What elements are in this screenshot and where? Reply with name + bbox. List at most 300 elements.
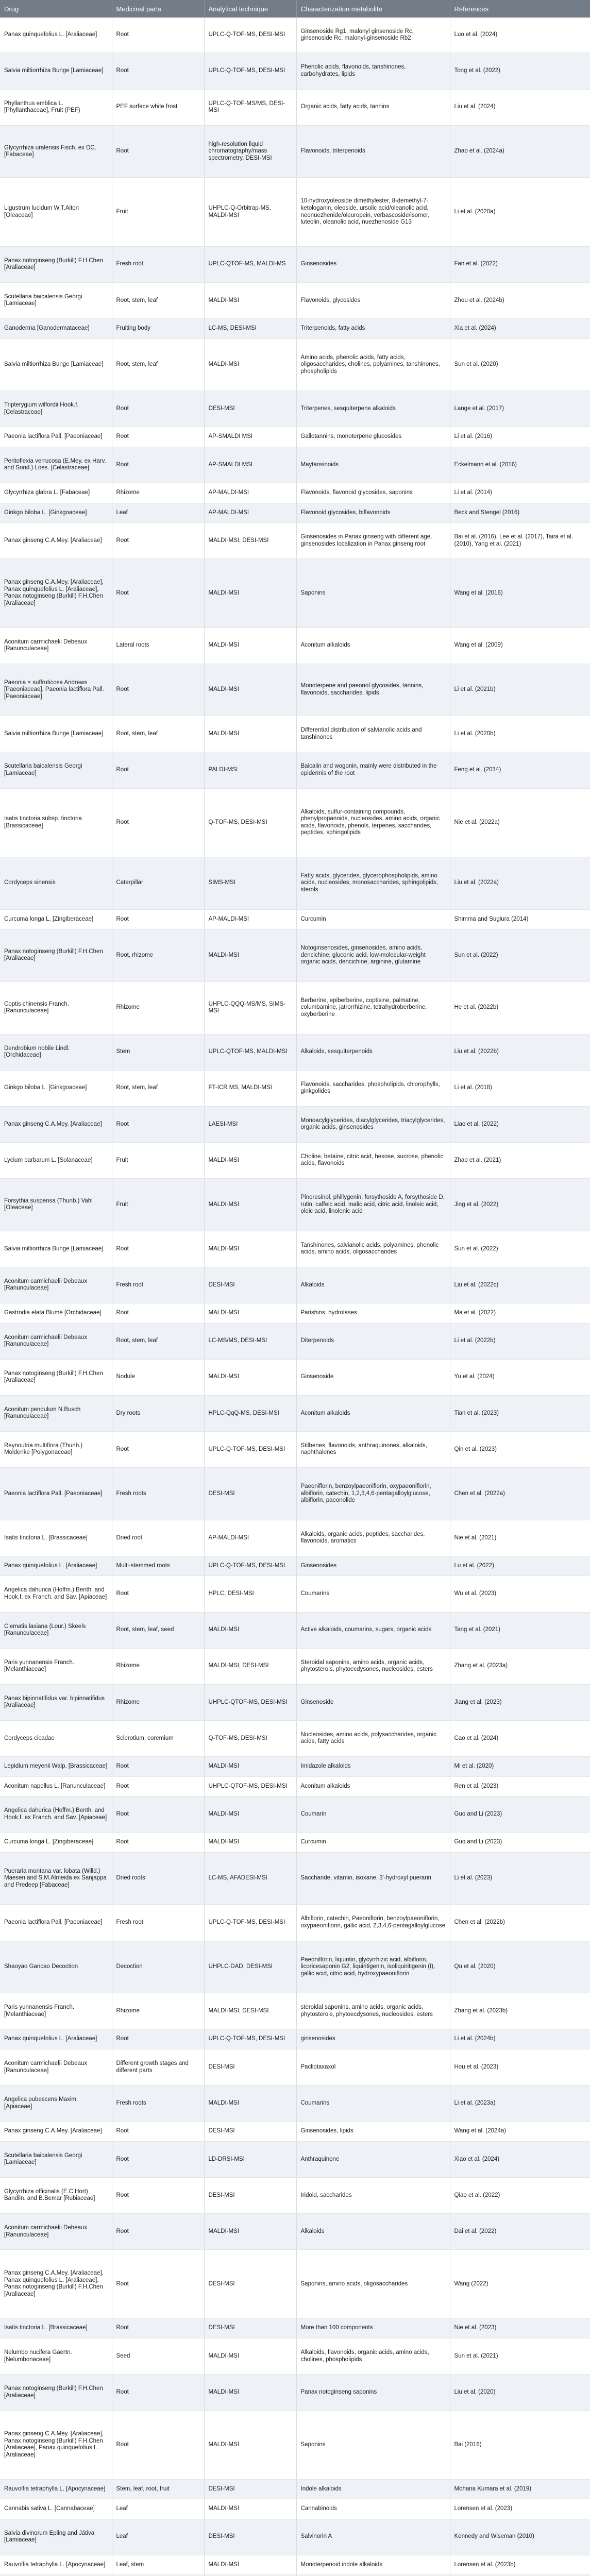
reference-cell: Qiao et al. (2022) — [450, 2177, 590, 2213]
analytical-technique-cell: MALDI-MSI — [204, 1833, 296, 1853]
medicinal-parts-cell: Root — [112, 664, 204, 716]
reference-cell: Wang et al. (2009) — [450, 628, 590, 664]
drug-cell: Gastrodia elata Blume [Orchidaceae] — [0, 1303, 112, 1323]
table-row — [0, 2029, 590, 2049]
analytical-technique-cell: UPLC-Q-TOF-MS, DESI-MSI — [204, 1431, 296, 1467]
drug-cell: Panax notoginseng (Burkill) F.H.Chen [Araliaceae] — [0, 246, 112, 282]
analytical-technique-cell: UPLC-Q-TOF-MS/MS, DESI-MSI — [204, 89, 296, 125]
drug-cell: Panax ginseng C.A.Mey. [Araliaceae] — [0, 523, 112, 559]
medicinal-parts-cell: Root, stem, leaf — [112, 1070, 204, 1106]
drug-cell: Panax quinquefolius L. [Araliaceae] — [0, 2029, 112, 2049]
medicinal-parts-cell: Multi-stemmed roots — [112, 1556, 204, 1576]
medicinal-parts-cell: Rhizome — [112, 483, 204, 503]
table-row — [0, 752, 590, 788]
table-row — [0, 981, 590, 1034]
metabolite-cell: Saponins — [296, 2411, 450, 2479]
medicinal-parts-cell: Root, stem, leaf — [112, 1323, 204, 1359]
metabolite-cell: Imidazole alkaloids — [296, 1757, 450, 1777]
table-row — [0, 427, 590, 447]
metabolite-cell: Notoginsenosides, ginsenosides, amino acids, dencichine, gluconic acid, low-molecular-weight organic acids, dencichine, arginine, glutamine — [296, 929, 450, 982]
reference-cell: Beck and Stengel (2016) — [450, 503, 590, 523]
metabolite-cell: Alkaloids, sesquiterpenoids — [296, 1034, 450, 1070]
metabolite-cell: Pacliotaxaxol — [296, 2049, 450, 2085]
metabolite-cell: Tanshinones, salvianolic acids, polyamines, phenolic acids, amino acids, oligosaccharides — [296, 1231, 450, 1267]
drug-cell: Isatis tinctoria L. [Brassicaceae] — [0, 1520, 112, 1556]
medicinal-parts-cell: Stem, leaf, root, fruit — [112, 2479, 204, 2499]
metabolite-cell: Albiflorin, catechin, Paeoniflorin, benzoylpaeoniflorin, oxypaeoniflorin, gallic acid, 2,3,4,6-pentagalloylglucose — [296, 1905, 450, 1941]
analytical-technique-cell: MALDI-MSI — [204, 1359, 296, 1395]
metabolite-cell: Alkaloids — [296, 1267, 450, 1303]
reference-cell: Zhao et al. (2021) — [450, 1142, 590, 1178]
reference-cell: Li et al. (2022b) — [450, 1323, 590, 1359]
reference-cell: Zhou et al. (2024b) — [450, 282, 590, 318]
reference-cell: Zhang et al. (2023b) — [450, 1993, 590, 2029]
drug-cell: Cordyceps sinensis — [0, 857, 112, 909]
analytical-technique-cell: MALDI-MSI — [204, 1757, 296, 1777]
reference-cell: Sun et al. (2022) — [450, 1231, 590, 1267]
drug-cell: Panax quinquefolius L. [Araliaceae] — [0, 1556, 112, 1576]
analytical-technique-cell: DESI-MSI — [204, 2479, 296, 2499]
reference-cell: Qu et al. (2020) — [450, 1941, 590, 1993]
metabolite-cell: Paeoniflorin, benzoylpaeoniflorin, oxypaeoniflorin, albiflorin, catechin, 1,2,3,4,6-pentagalloylglucose, albiflorin, paeonolide — [296, 1468, 450, 1520]
analytical-technique-cell: UHPLC-QTOF-MS, DESI-MSI — [204, 1776, 296, 1797]
reference-cell: Nie et al. (2021) — [450, 1520, 590, 1556]
reference-cell: Tian et al. (2023) — [450, 1395, 590, 1431]
analytical-technique-cell: DESI-MSI — [204, 1267, 296, 1303]
drug-cell: Angelica dahurica (Hoffm.) Benth. and Hook.f. ex Franch. and Sav. [Apiaceae] — [0, 1576, 112, 1612]
analytical-technique-cell: MALDI-MSI — [204, 2411, 296, 2479]
reference-cell: Wang et al. (2016) — [450, 559, 590, 628]
table-row — [0, 282, 590, 318]
analytical-technique-cell: MALDI-MSI, DESI-MSI — [204, 1993, 296, 2029]
medicinal-parts-cell: Dried root — [112, 1520, 204, 1556]
analytical-technique-cell: HPLC-QqQ-MS, DESI-MSI — [204, 1395, 296, 1431]
table-row — [0, 1776, 590, 1797]
table-row — [0, 664, 590, 716]
metabolite-cell: Ginsenosides in Panax ginseng with different age, ginsenosides localization in Panax ginseng root — [296, 523, 450, 559]
table-row — [0, 1941, 590, 1993]
drug-cell: Paeonia lactiflora Pall. [Paeoniaceae] — [0, 1468, 112, 1520]
drug-cell: Peritoflexia verrucosa (E.Mey. ex Harv. and Sond.) Loes. [Celastraceae] — [0, 447, 112, 483]
drug-cell: Aconitum carmichaelii Debeaux [Ranunculaceae] — [0, 1267, 112, 1303]
medicinal-parts-cell: Seed — [112, 2338, 204, 2374]
medicinal-parts-cell: Root — [112, 1303, 204, 1323]
reference-cell: Jiang et al. (2023) — [450, 1684, 590, 1720]
medicinal-parts-cell: Different growth stages and different parts — [112, 2049, 204, 2085]
metabolite-cell: Alkaloids — [296, 2214, 450, 2250]
analytical-technique-cell: MALDI-MSI — [204, 1142, 296, 1178]
metabolite-cell: Flavonoids, triterpenoids — [296, 125, 450, 178]
drug-cell: Panax ginseng C.A.Mey. [Araliaceae], Panax quinquefolius L. [Araliaceae], Panax notoginseng (Burkill) F.H.Chen [Araliaceae] — [0, 2250, 112, 2318]
table-row — [0, 1267, 590, 1303]
drug-cell: Salvia miltiorrhiza Bunge [Lamiaceae] — [0, 1231, 112, 1267]
reference-cell: Bai (2016) — [450, 2411, 590, 2479]
table-row — [0, 628, 590, 664]
reference-cell: Sun et al. (2022) — [450, 929, 590, 982]
table-row — [0, 18, 590, 53]
metabolite-cell: Coumarins — [296, 2086, 450, 2122]
drug-cell: Scutellaria baicalensis Georgi [Lamiaceae] — [0, 2141, 112, 2177]
table-row — [0, 1106, 590, 1142]
drug-cell: Aconitum carmichaelii Debeaux [Ranunculaceae] — [0, 628, 112, 664]
medicinal-parts-cell: Root — [112, 125, 204, 178]
metabolite-cell: Curcumin — [296, 1833, 450, 1853]
medicinal-parts-cell: Root — [112, 1833, 204, 1853]
medicinal-parts-cell: Fruiting body — [112, 318, 204, 338]
medicinal-parts-cell: Fresh root — [112, 246, 204, 282]
reference-cell: Guo and Li (2023) — [450, 1833, 590, 1853]
drug-cell: Lycium barbarum L. [Solanaceae] — [0, 1142, 112, 1178]
medicinal-parts-cell: Rhizome — [112, 1648, 204, 1684]
reference-cell: Lu et al. (2022) — [450, 1556, 590, 1576]
medicinal-parts-cell: Root, stem, leaf — [112, 282, 204, 318]
reference-cell: Liu et al. (2022b) — [450, 1034, 590, 1070]
table-row — [0, 1556, 590, 1576]
metabolite-cell: Amino acids, phenolic acids, fatty acids, oligosaccharides, cholines, polyamines, tanshinones, phospholipids — [296, 338, 450, 391]
medicinal-parts-cell: Root, rhizome — [112, 929, 204, 982]
drug-cell: Aconitum napellus L. [Ranunculaceae] — [0, 1776, 112, 1797]
drug-cell: Clematis lasiana (Lour.) Skeels [Ranunculaceae] — [0, 1612, 112, 1648]
metabolite-cell: 10-hydroxyoleoside dimethylester, 8-demethyl-7-ketologanin, oleoside, ursolic acid/oleanolic acid, neonuezhenide/oleuropein, verbascoside/isomer, luteolin, oleanolic acid, nuezhenoside G13 — [296, 178, 450, 246]
drug-cell: Glycyrrhiza uralensis Fisch. ex DC. [Fabaceae] — [0, 125, 112, 178]
reference-cell: Fan et al. (2022) — [450, 246, 590, 282]
medicinal-parts-cell: Fruit — [112, 1179, 204, 1231]
medicinal-parts-cell: Root — [112, 391, 204, 427]
table-row — [0, 1757, 590, 1777]
metabolite-cell: Stilbenes, flavonoids, anthraquinones, alkaloids, naphthalenes — [296, 1431, 450, 1467]
analytical-technique-cell: UHPLC-DAD, DESI-MSI — [204, 1941, 296, 1993]
reference-cell: Li et al. (2016) — [450, 427, 590, 447]
drug-cell: Rauvolfia tetraphylla L. [Apocynaceae] — [0, 2479, 112, 2499]
medicinal-parts-cell: Fruit — [112, 1142, 204, 1178]
analytical-technique-cell: HPLC, DESI-MSI — [204, 1576, 296, 1612]
table-row — [0, 391, 590, 427]
metabolite-cell: Berberine, epiberberine, coptisine, palmatine, columbamine, jatrorrhizine, tetrahydroberberine, oxyberberine — [296, 981, 450, 1034]
table-row — [0, 503, 590, 523]
medicinal-parts-cell: Fresh root — [112, 1905, 204, 1941]
analytical-technique-cell: LD-DRSI-MSI — [204, 2141, 296, 2177]
drug-cell: Aconitum pendulum N.Busch [Ranunculaceae] — [0, 1395, 112, 1431]
metabolite-cell: Curcumin — [296, 909, 450, 929]
analytical-technique-cell: Q-TOF-MS, DESI-MSI — [204, 788, 296, 857]
medicinal-parts-cell: Lateral roots — [112, 628, 204, 664]
analytical-technique-cell: MALDI-MSI, DESI-MSI — [204, 523, 296, 559]
medicinal-parts-cell: Root — [112, 1776, 204, 1797]
reference-cell: Guo and Li (2023) — [450, 1797, 590, 1833]
table-row — [0, 338, 590, 391]
reference-cell: Ren et al. (2023) — [450, 1776, 590, 1797]
medicinal-parts-cell: Root, stem, leaf — [112, 716, 204, 752]
drug-cell: Reynoutria multiflora (Thunb.) Moldenke [Polygonaceae] — [0, 1431, 112, 1467]
drug-cell: Tripterygium wilfordii Hook.f. [Celastraceae] — [0, 391, 112, 427]
metabolite-cell: Alkaloids, flavonoids, organic acids, amino acids, cholines, phospholipids — [296, 2338, 450, 2374]
metabolite-cell: Organic acids, fatty acids, tannins — [296, 89, 450, 125]
analytical-technique-cell: MALDI-MSI — [204, 664, 296, 716]
drug-cell: Scutellaria baicalensis Georgi [Lamiaceae] — [0, 752, 112, 788]
drug-cell: Phyllanthus emblica L. [Phyllanthaceae], Fruit (PEF) — [0, 89, 112, 125]
metabolite-cell: Coumarins — [296, 1576, 450, 1612]
analytical-technique-cell: AP-MALDI-MSI — [204, 503, 296, 523]
reference-cell: Liu et al. (2022c) — [450, 1267, 590, 1303]
metabolite-cell: Alkaloids, sulfur-containing compounds, phenylpropanoids, nucleosides, amino acids, organic acids, flavonoids, phenols, terpenes, saccharides, peptides, sphingolipids — [296, 788, 450, 857]
table-row — [0, 178, 590, 246]
metabolite-cell: Ginsenoside — [296, 1684, 450, 1720]
reference-cell: Bai et al. (2016), Lee et al. (2017), Taira et al. (2010), Yang et al. (2021) — [450, 523, 590, 559]
reference-cell: Nie et al. (2022a) — [450, 788, 590, 857]
table-row — [0, 2318, 590, 2338]
drug-cell: Forsythia suspensa (Thunb.) Vahl [Oleaceae] — [0, 1179, 112, 1231]
drug-cell: Angelica dahurica (Hoffm.) Benth. and Hook.f. ex Franch. and Sav. [Apiaceae] — [0, 1797, 112, 1833]
metabolite-cell: Saponins — [296, 559, 450, 628]
medicinal-parts-cell: Fresh root — [112, 1267, 204, 1303]
medicinal-parts-cell: Rhizome — [112, 1684, 204, 1720]
metabolite-cell: steroidal saponins, amino acids, organic acids, phytosterols, phytoecdysones, nucleosides, esters — [296, 1993, 450, 2029]
reference-cell: Xiao et al. (2024) — [450, 2141, 590, 2177]
table-row — [0, 929, 590, 982]
table-row — [0, 246, 590, 282]
analytical-technique-cell: UHPLC-Q-Orbitrap-MS, MALDI-MSI — [204, 178, 296, 246]
drug-cell: Scutellaria baicalensis Georgi [Lamiaceae] — [0, 282, 112, 318]
table-row — [0, 1833, 590, 1853]
medicinal-parts-cell: PEF surface white frost — [112, 89, 204, 125]
drug-cell: Glycyrrhiza officinalis (E.C.Hort) Bandiln. and B.Bemar [Rubiaceae] — [0, 2177, 112, 2213]
medicinal-parts-cell: Fresh roots — [112, 2086, 204, 2122]
analytical-technique-cell: UPLC-Q-TOF-MS, DESI-MSI — [204, 2029, 296, 2049]
analytical-technique-cell: AP-MALDI-MSI — [204, 1520, 296, 1556]
medicinal-parts-cell: Dry roots — [112, 1395, 204, 1431]
table-row — [0, 1468, 590, 1520]
table-row — [0, 2411, 590, 2479]
metabolite-cell: Coumarin — [296, 1797, 450, 1833]
analytical-technique-cell: MALDI-MSI — [204, 282, 296, 318]
table-row — [0, 1720, 590, 1756]
drug-cell: Panax ginseng C.A.Mey. [Araliaceae] — [0, 2122, 112, 2142]
analytical-technique-cell: UPLC-QTOF-MS, MALDI-MSI — [204, 1034, 296, 1070]
metabolite-cell: Flavonoid glycosides, biflavonoids — [296, 503, 450, 523]
table-row — [0, 2177, 590, 2213]
metabolite-cell: Iridoid, saccharides — [296, 2177, 450, 2213]
medicinal-parts-cell: Stem — [112, 1034, 204, 1070]
metabolite-cell: Diterpenoids — [296, 1323, 450, 1359]
metabolite-cell: Aconitum alkaloids — [296, 1395, 450, 1431]
metabolite-cell: Cannabinoids — [296, 2499, 450, 2519]
medicinal-parts-cell: Decoction — [112, 1941, 204, 1993]
analytical-technique-cell: DESI-MSI — [204, 2250, 296, 2318]
medicinal-parts-cell: Root — [112, 2029, 204, 2049]
table-row — [0, 2555, 590, 2575]
analytical-technique-cell: MALDI-MSI — [204, 1231, 296, 1267]
reference-cell: Liu et al. (2022a) — [450, 857, 590, 909]
medicinal-parts-cell: Root, stem, leaf, seed — [112, 1612, 204, 1648]
medicinal-parts-cell: Root — [112, 1797, 204, 1833]
reference-cell: Li et al. (2014) — [450, 483, 590, 503]
analytical-technique-cell: AP-MALDI-MSI — [204, 909, 296, 929]
medicinal-parts-cell: Root, stem, leaf — [112, 338, 204, 391]
analytical-technique-cell: MALDI-MSI — [204, 2086, 296, 2122]
table-row — [0, 1070, 590, 1106]
column-header-analytical-technique: Analytical technique — [204, 0, 296, 18]
drug-cell: Lepidium meyenii Walp. [Brassicaceae] — [0, 1757, 112, 1777]
analytical-technique-cell: DESI-MSI — [204, 2519, 296, 2555]
drug-cell: Isatis tinctoria subsp. tinctoria [Brassicaceae] — [0, 788, 112, 857]
table-row — [0, 2375, 590, 2411]
metabolite-cell: Pinoresinol, phillygenin, forsythoside A, forsythoside D, rutin, caffeic acid, malic acid, citric acid, linoleic acid, oleic acid, linolenic acid — [296, 1179, 450, 1231]
medicinal-parts-cell: Root — [112, 427, 204, 447]
reference-cell: Li et al. (2020b) — [450, 716, 590, 752]
reference-cell: Wu et al. (2023) — [450, 1576, 590, 1612]
table-row — [0, 1648, 590, 1684]
analytical-technique-cell: UPLC-Q-TOF-MS, DESI-MSI — [204, 18, 296, 53]
drug-cell: Paeonia lactiflora Pall. [Paeoniaceae] — [0, 427, 112, 447]
metabolite-cell: Gallotannins, monoterpene glucosides — [296, 427, 450, 447]
metabolite-cell: Differential distribution of salvianolic acids and tanshinones — [296, 716, 450, 752]
metabolite-cell: ginsenosides — [296, 2029, 450, 2049]
analytical-technique-cell: SIMS-MSI — [204, 857, 296, 909]
reference-cell: Liu et al. (2024) — [450, 89, 590, 125]
table-row — [0, 1359, 590, 1395]
analytical-technique-cell: MALDI-MSI — [204, 1797, 296, 1833]
metabolite-cell: Saponins, amino acids, oligosaccharides — [296, 2250, 450, 2318]
medicinal-parts-cell: Fruit — [112, 178, 204, 246]
reference-cell: Wang (2022) — [450, 2250, 590, 2318]
reference-cell: Dai et al. (2022) — [450, 2214, 590, 2250]
table-row — [0, 857, 590, 909]
reference-cell: Cao et al. (2024) — [450, 1720, 590, 1756]
reference-cell: Yu et al. (2024) — [450, 1359, 590, 1395]
drug-cell: Cordyceps cicadae — [0, 1720, 112, 1756]
medicinal-parts-cell: Rhizome — [112, 1993, 204, 2029]
table-row — [0, 1905, 590, 1941]
table-row — [0, 53, 590, 89]
analytical-technique-cell: DESI-MSI — [204, 2122, 296, 2142]
reference-cell: Li et al. (2021b) — [450, 664, 590, 716]
medicinal-parts-cell: Root — [112, 2411, 204, 2479]
table-row — [0, 2338, 590, 2374]
metabolite-cell: Choline, betaine, citric acid, hexose, sucrose, phenolic acids, flavonoids — [296, 1142, 450, 1178]
metabolite-cell: Alkaloids, organic acids, peptides, saccharides, flavonoids, aromatics — [296, 1520, 450, 1556]
analytical-technique-cell: AP-MALDI-MSI — [204, 483, 296, 503]
analytical-technique-cell: MALDI-MSI, DESI-MSI — [204, 1648, 296, 1684]
medicinal-parts-cell: Leaf — [112, 503, 204, 523]
reference-cell: Xia et al. (2024) — [450, 318, 590, 338]
table-row — [0, 1993, 590, 2029]
column-header-references: References — [450, 0, 590, 18]
medicinal-parts-cell: Root — [112, 523, 204, 559]
table-row — [0, 1179, 590, 1231]
medicinal-parts-cell: Caterpillar — [112, 857, 204, 909]
drug-cell: Salvia miltiorrhiza Bunge [Lamiaceae] — [0, 338, 112, 391]
medicinal-parts-cell: Root — [112, 1106, 204, 1142]
analytical-technique-cell: AP-SMALDI MSI — [204, 447, 296, 483]
drug-cell: Nelumbo nucifera Gaertn. [Nelumbonaceae] — [0, 2338, 112, 2374]
analytical-technique-cell: UPLC-QTOF-MS, MALDI-MS — [204, 246, 296, 282]
metabolite-cell: Salvinorin A — [296, 2519, 450, 2555]
drug-cell: Panax notoginseng (Burkill) F.H.Chen [Araliaceae] — [0, 1359, 112, 1395]
metabolite-cell: Ginsenosides — [296, 246, 450, 282]
metabolite-cell: Steroidal saponins, amino acids, organic acids, phytosterols, phytoecdysones, nucleosides, esters — [296, 1648, 450, 1684]
reference-cell: Wang et al. (2024a) — [450, 2122, 590, 2142]
table-row — [0, 1323, 590, 1359]
drug-cell: Panax bipinnatifidus var. bipinnatifidus [Araliaceae] — [0, 1684, 112, 1720]
analytical-technique-cell: UPLC-Q-TOF-MS, DESI-MSI — [204, 53, 296, 89]
table-row — [0, 559, 590, 628]
reference-cell: Nie et al. (2023) — [450, 2318, 590, 2338]
reference-cell: Liu et al. (2020) — [450, 2375, 590, 2411]
table-row — [0, 1142, 590, 1178]
metabolite-cell: Monoacylglycerides, diacylglycerides, triacylglycerides, organic acids, ginsenosides — [296, 1106, 450, 1142]
metabolite-cell: Ginsenoside Rg1, malonyl ginsenoside Rc, ginsenoside Rc, malonyl-ginsenoside Rb2 — [296, 18, 450, 53]
reference-cell: Chen et al. (2022a) — [450, 1468, 590, 1520]
drug-cell: Paeonia lactiflora Pall. [Paeoniaceae] — [0, 1905, 112, 1941]
reference-cell: Qin et al. (2023) — [450, 1431, 590, 1467]
medicinal-parts-cell: Leaf — [112, 2519, 204, 2555]
reference-cell: Li et al. (2018) — [450, 1070, 590, 1106]
table-row — [0, 716, 590, 752]
medicinal-parts-cell: Root — [112, 752, 204, 788]
table-row — [0, 909, 590, 929]
medicinal-parts-cell: Root — [112, 53, 204, 89]
analytical-technique-cell: MALDI-MSI — [204, 716, 296, 752]
table-row — [0, 2049, 590, 2085]
analytical-technique-cell: UHPLC-QQQ-MS/MS, SIMS-MSI — [204, 981, 296, 1034]
reference-cell: Lange et al. (2017) — [450, 391, 590, 427]
reference-cell: Lorensen et al. (2023) — [450, 2499, 590, 2519]
table-row — [0, 89, 590, 125]
medicinal-parts-cell: Sclerotium, coremium — [112, 1720, 204, 1756]
metabolite-cell: More than 100 components — [296, 2318, 450, 2338]
reference-cell: Ma et al. (2022) — [450, 1303, 590, 1323]
table-row — [0, 2086, 590, 2122]
medicinal-parts-cell: Root — [112, 1431, 204, 1467]
metabolite-cell: Indole alkaloids — [296, 2479, 450, 2499]
medicinal-parts-cell: Root — [112, 447, 204, 483]
metabolite-cell: Ginsenosides, lipids — [296, 2122, 450, 2142]
medicinal-parts-cell: Root — [112, 1576, 204, 1612]
drug-cell: Pueraria montana var. lobata (Willd.) Maesen and S.M.Almeida ex Sanjappa and Predeep [Fabaceae] — [0, 1852, 112, 1905]
table-row — [0, 1034, 590, 1070]
analytical-technique-cell: MALDI-MSI — [204, 559, 296, 628]
reference-cell: Jing et al. (2022) — [450, 1179, 590, 1231]
table-row — [0, 1520, 590, 1556]
metabolite-cell: Flavonoids, saccharides, phospholipids, chlorophylls, ginkgolides — [296, 1070, 450, 1106]
analytical-technique-cell: UPLC-Q-TOF-MS, DESI-MSI — [204, 1905, 296, 1941]
drug-cell: Aconitum carmichaelii Debeaux [Ranunculaceae] — [0, 1323, 112, 1359]
analytical-technique-cell: high-resolution liquid chromatography/mass spectrometry, DESI-MSI — [204, 125, 296, 178]
reference-cell: Li et al. (2020a) — [450, 178, 590, 246]
analytical-technique-cell: LC-MS/MS, DESI-MSI — [204, 1323, 296, 1359]
analytical-technique-cell: UPLC-Q-TOF-MS, DESI-MSI — [204, 1556, 296, 1576]
reference-cell: Li et al. (2023a) — [450, 2086, 590, 2122]
medicinal-parts-cell: Root — [112, 2318, 204, 2338]
metabolite-cell: Flavonoids, flavonoid glycosides, saponins — [296, 483, 450, 503]
medicinal-parts-cell: Root — [112, 2375, 204, 2411]
drug-cell: Isatis tinctoria L. [Brassicaceae] — [0, 2318, 112, 2338]
drug-cell: Paris yunnanensis Franch. [Melanthiaceae] — [0, 1993, 112, 2029]
medicinal-parts-cell: Fresh roots — [112, 1468, 204, 1520]
analytical-technique-cell: MALDI-MSI — [204, 1179, 296, 1231]
medicinal-parts-cell: Leaf, stem — [112, 2555, 204, 2575]
analytical-technique-cell: DESI-MSI — [204, 1468, 296, 1520]
table-row — [0, 2214, 590, 2250]
metabolite-cell: Triterpenoids, fatty acids — [296, 318, 450, 338]
drug-cell: Coptis chinensis Franch. [Ranunculaceae] — [0, 981, 112, 1034]
reference-cell: Kennedy and Wiseman (2010) — [450, 2519, 590, 2555]
analytical-technique-cell: MALDI-MSI — [204, 2375, 296, 2411]
table-row — [0, 523, 590, 559]
table-row — [0, 1395, 590, 1431]
medicinal-parts-cell: Leaf — [112, 2499, 204, 2519]
medicinal-parts-cell: Root — [112, 18, 204, 53]
